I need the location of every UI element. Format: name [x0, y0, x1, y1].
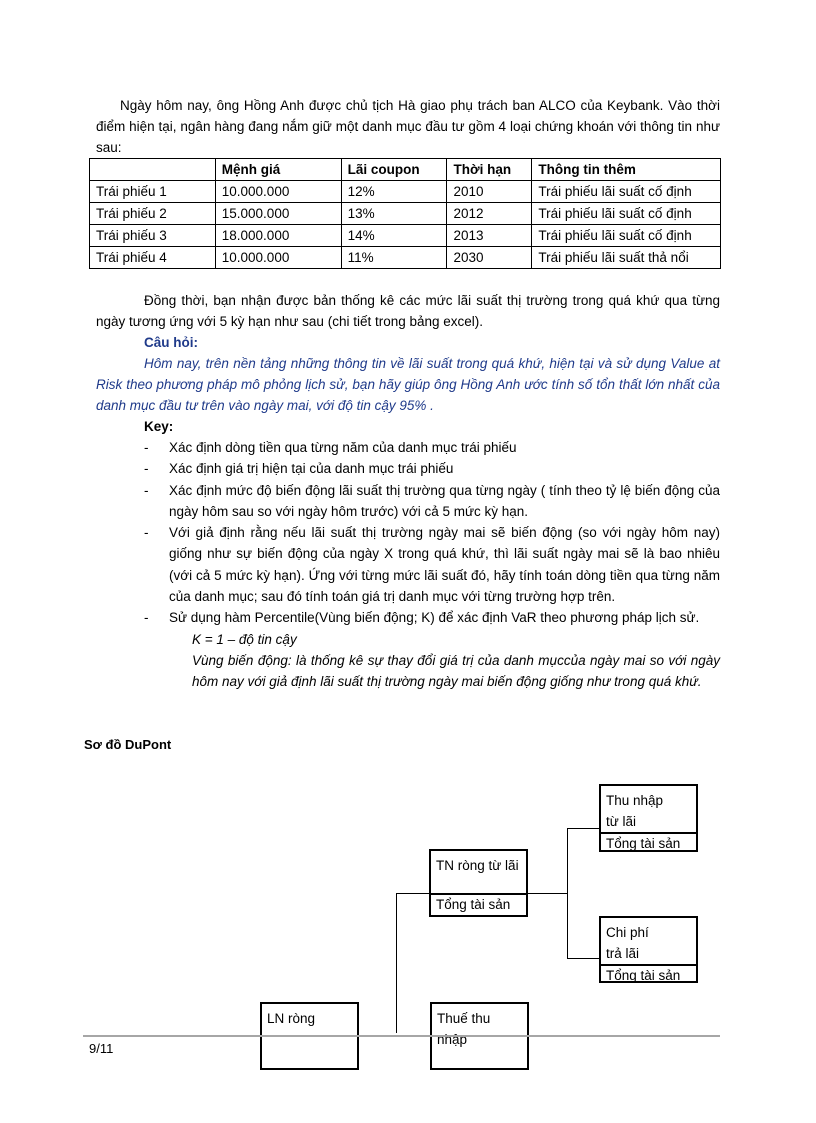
table-cell: Trái phiếu lãi suất cố định: [532, 225, 721, 247]
box-interest-expense: [599, 916, 698, 983]
box-net-interest-income: [429, 849, 528, 917]
box-numerator: Thu nhập: [606, 793, 664, 808]
table-cell: 13%: [341, 203, 447, 225]
key-item: - Sử dụng hàm Percentile(Vùng biến động; K) để xác định VaR theo phương pháp lịch sử.: [144, 607, 720, 628]
box-denominator: Tổng tài sản: [601, 964, 696, 985]
table-cell: Trái phiếu lãi suất cố định: [532, 181, 721, 203]
box-numerator-line2: trả lãi: [606, 946, 640, 961]
table-header-cell: Thời hạn: [447, 159, 532, 181]
box-numerator-line2: từ lãi: [606, 814, 637, 829]
key-item: - Xác định giá trị hiện tại của danh mục trái phiếu: [144, 458, 720, 479]
table-cell: Trái phiếu lãi suất thả nổi: [532, 247, 721, 269]
box-numerator: Thuế thu nhập: [437, 1011, 491, 1047]
table-cell: 2013: [447, 225, 532, 247]
box-numerator: LN ròng: [267, 1011, 316, 1026]
connector-right-vertical: [567, 828, 568, 958]
k-description: Vùng biến động: là thống kê sự thay đổi giá trị của danh mụccủa ngày mai so với ngày hôm nay với giả định lãi suất thị trường ngày mai biến động giống như trong quá khứ.: [192, 653, 720, 689]
connector-net-to-right: [527, 893, 567, 894]
box-numerator: Chi phí: [606, 925, 649, 940]
table-cell: Trái phiếu 3: [90, 225, 216, 247]
table-cell: 18.000.000: [215, 225, 341, 247]
connector-to-expense: [567, 958, 599, 959]
table-cell: Trái phiếu 1: [90, 181, 216, 203]
table-cell: 2012: [447, 203, 532, 225]
table-cell: 10.000.000: [215, 247, 341, 269]
key-item: - Xác định mức độ biến động lãi suất thị trường qua từng ngày ( tính theo tỷ lệ biến động của ngày hôm sau so với ngày hôm trước) với cả 5 mức kỳ hạn.: [144, 480, 720, 523]
box-interest-income: [599, 784, 698, 852]
table-cell: 12%: [341, 181, 447, 203]
table-header-cell: Thông tin thêm: [532, 159, 721, 181]
key-title: Key:: [144, 419, 174, 434]
table-cell: 10.000.000: [215, 181, 341, 203]
footer-divider: [83, 1035, 720, 1037]
table-cell: 14%: [341, 225, 447, 247]
table-header-cell: Mệnh giá: [215, 159, 341, 181]
box-denominator: Tổng tài sản: [601, 832, 696, 853]
intro-paragraph: Ngày hôm nay, ông Hồng Anh được chủ tịch Hà giao phụ trách ban ALCO của Keybank. Vào thời điểm hiện tại, ngân hàng đang nắm giữ một danh mục đầu tư gồm 4 loại chứng khoán với thông tin như sau:: [96, 98, 720, 155]
key-item: - Với giả định rằng nếu lãi suất thị trường ngày mai sẽ biến động (so với ngày hôm nay) giống như sự biến động của ngày X trong quá khứ, thì lãi suất ngày mai sẽ là bao nhiêu (với cả 5 mức kỳ hạn). Ứng với từng mức lãi suất đó, hãy tính toán dòng tiền qua từng năm của danh mục; sau đó tính toán giá trị danh mục với từng trường hợp trên.: [144, 522, 720, 607]
table-cell: 2030: [447, 247, 532, 269]
key-item: - Xác định dòng tiền qua từng năm của danh mục trái phiếu: [144, 437, 720, 458]
page-number: 9/11: [89, 1041, 114, 1056]
table-cell: Trái phiếu lãi suất cố định: [532, 203, 721, 225]
table-cell: 2010: [447, 181, 532, 203]
table-cell: 15.000.000: [215, 203, 341, 225]
question-title: Câu hỏi:: [144, 335, 198, 350]
box-numerator: TN ròng từ lãi: [436, 858, 519, 873]
table-header-cell: Lãi coupon: [341, 159, 447, 181]
k-formula: K = 1 – độ tin cậy: [192, 632, 297, 647]
connector-to-net-interest: [396, 893, 430, 894]
connector-main-vertical: [396, 893, 397, 1033]
question-body: Hôm nay, trên nền tảng những thông tin về lãi suất trong quá khứ, hiện tại và sử dụng Value at Risk theo phương pháp mô phỏng lịch sử, bạn hãy giúp ông Hồng Anh ước tính số tổn thất lớn nhất của danh mục đầu tư trên vào ngày mai, với độ tin cậy 95% .: [96, 356, 720, 413]
table-cell: Trái phiếu 2: [90, 203, 216, 225]
table-cell: Trái phiếu 4: [90, 247, 216, 269]
dupont-title: Sơ đồ DuPont: [84, 737, 172, 752]
rates-paragraph: Đồng thời, bạn nhận được bản thống kê các mức lãi suất thị trường trong quá khứ qua từng ngày tương ứng với 5 kỳ hạn như sau (chi tiết trong bảng excel).: [96, 293, 720, 329]
table-cell: 11%: [341, 247, 447, 269]
connector-to-income: [567, 828, 599, 829]
box-denominator: Tổng tài sản: [431, 893, 526, 914]
